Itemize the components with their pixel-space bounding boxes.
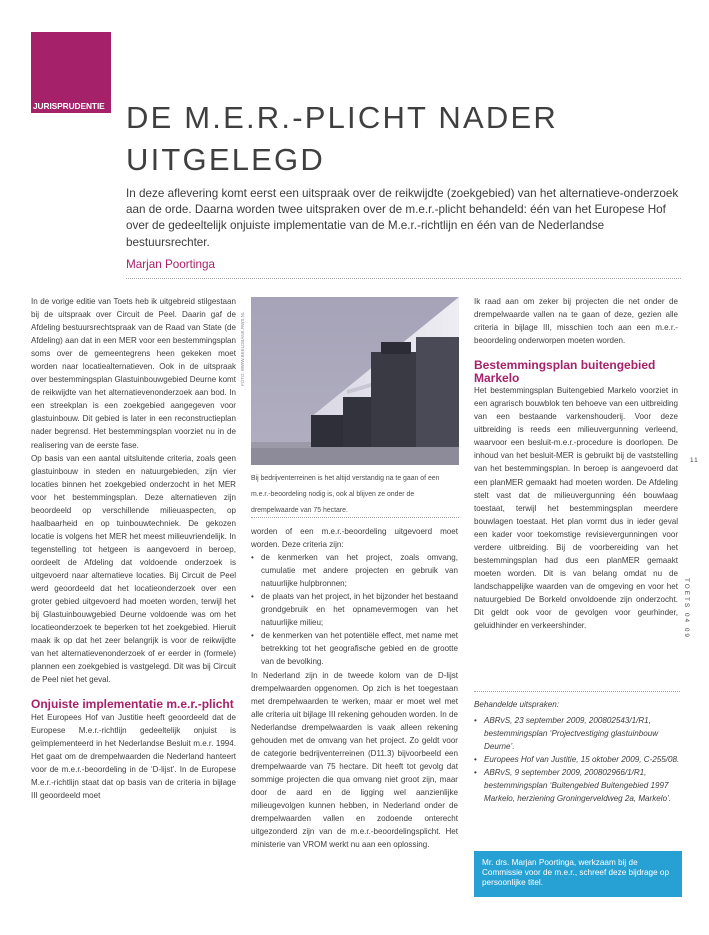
column-3 (474, 295, 678, 632)
list-item: • ABRvS, 9 september 2009, 200802966/1/R1, bestemmingsplan ‘Buitengebied Buitengebied 1997 Markelo, herziening Groningerveldweg 2a, Markelo’. (474, 766, 680, 805)
photo-illustration (251, 297, 459, 465)
list-item: • Europees Hof van Justitie, 15 oktober 2009, C-255/08. (474, 753, 680, 766)
body-paragraph: Het bestemmingsplan Buitengebied Markelo voorziet in een agrarisch bouwblok ten behoeve van een uitbreiding van een bestaande varkenshouderij. Voor deze uitbreiding is reeds een milieuvergunning verleend, waarvoor een besluit-m.e.r.-procedure is doorlopen. De inhoud van het besluit-MER is gebruikt bij de vaststelling van het bestemmingsplan. In beroep is aangevoerd dat een planMER gemaakt had moeten worden. De Afdeling stelt vast dat de milieuvergunning één bouwlaag toestaat, terwijl het bestemmingsplan meerdere bouwlagen toestaat. Het plan vormt dus in ieder geval een kader voor toekomstige revisievergunningen voor verdere uitbreiding. Bij de voorbereiding van het bestemmingsplan had dus een planMER gemaakt moeten worden. Dit is van belang omdat nu de landschappelijke waarden van de omgeving en voor het natuurgebied De Borkeld onvoldoende zijn onderzocht. Dit geldt ook voor de gevolgen voor geurhinder, geluidhinder en verkeershinder. (474, 386, 678, 631)
author-name: Marjan Poortinga (126, 258, 216, 271)
body-paragraph: Het Europees Hof van Justitie heeft geoordeeld dat de Europese M.e.r.-richtlijn gedeeltelijk onjuist is geïmplementeerd in het Nederlandse Besluit m.e.r. 1994. Het gaat om de drempelwaarden die Nederland hanteert voor de m.e.r.-beoordeling in de ‘D-lijst’. In de Europese M.e.r.-richtlijn staat dat op basis van de criteria in bijlage III geoordeeld moet (31, 712, 236, 801)
section-heading-markelo: Bestemmingsplan buitengebied Markelo (474, 358, 656, 385)
journal-issue: TOETS 04 09 (683, 578, 690, 639)
column-2 (251, 525, 458, 851)
author-bio-box: Mr. drs. Marjan Poortinga, werkzaam bij de Commissie voor de m.e.r., schreef deze bijdrage op persoonlijke titel. (474, 851, 682, 897)
article-title-line-2: UITGELEGD (126, 142, 325, 177)
intro-paragraph: In deze aflevering komt eerst een uitspraak over de reikwijdte (zoekgebied) van het alternatieve-onderzoek aan de orde. Daarna worden twee uitspraken over de m.e.r.-plicht behandeld: één van het Europese Hof over de gedeeltelijk onjuiste implementatie van de M.e.r.-richtlijn en één van de Nederlandse bestuursrechter. (126, 187, 679, 249)
body-paragraph: Ik raad aan om zeker bij projecten die net onder de drempelwaarde vallen na te gaan of deze, gezien alle criteria in bijlage III, misschien toch aan een m.e.r.-beoordeling onderworpen moeten worden. (474, 297, 678, 346)
caption-divider (251, 517, 459, 518)
photo-credit: FOTO: WWW.BEELDBANK.RWS.NL (240, 311, 245, 386)
page-number: 11 (690, 457, 699, 464)
cases-divider (474, 691, 680, 692)
section-heading-implementation: Onjuiste implementatie m.e.r.-plicht (31, 697, 234, 712)
cases-title: Behandelde uitspraken: (474, 700, 560, 709)
list-item: • de kenmerken van het potentiële effect, met name met betrekking tot het geografische gebied en de grootte van de bevolking. (251, 629, 458, 668)
body-paragraph: Op basis van een aantal uitsluitende criteria, zoals geen glastuinbouw in steden en natuurgebieden, zijn vier locaties binnen het zoekgebied onderzocht in het MER voor het bestemmingsplan. Deze alternatieven zijn beoordeeld op verschillende milieuaspecten, op haalbaarheid en op tuinbouwtechniek. De gekozen locatie is volgens het MER het meest milieuvriendelijk. In tegenstelling tot hetgeen is aangevoerd in beroep, oordeelt de Afdeling dat voldoende onderzoek is uitgevoerd naar alternatieve locaties. Bij Circuit de Peel werd geoordeeld dat het locatieonderzoek over een groter gebied uitgevoerd had moeten worden, terwijl het bij Glastuinbouwgebied Deurne voldoende was om het locatieonderzoek te beperken tot het zoekgebied. Hieruit maak ik op dat het zeer belangrijk is voor de reikwijdte van het alternatievenonderzoek of er eerder in (formele) plannen een zoekgebied is vastgelegd. Dit was bij Circuit de Peel niet het geval. (31, 453, 236, 685)
list-item: • de plaats van het project, in het bijzonder het bestaand grondgebruik en het opnamevermogen van het natuurlijke milieu; (251, 590, 458, 629)
list-item: • de kenmerken van het project, zoals omvang, cumulatie met andere projecten en gebruik van natuurlijke hulpbronnen; (251, 551, 458, 590)
list-item: • ABRvS, 23 september 2009, 200802543/1/R1, bestemmingsplan ‘Projectvestiging glastuinbouw Deurne’. (474, 714, 680, 753)
article-title-line-1: DE M.E.R.-PLICHT NADER (126, 100, 558, 135)
body-paragraph: In de vorige editie van Toets heb ik uitgebreid stilgestaan bij de uitspraak over Circuit de Peel. Daarin gaf de Afdeling bestuursrechtspraak van de Raad van State (de Afdeling) aan dat in een MER voor een bestemmingsplan soms over de gemeentegrens heen gekeken moet worden naar locatiealternatieven. Ook in de uitspraak over bestemmingsplan Glastuinbouwgebied Deurne komt de reikwijdte van het alternatievenonderzoek aan bod. In een streekplan is een zoekgebied aangegeven voor glastuinbouw. Dit gebied is later in een reconstructieplan nader begrensd. Het bestemmingsplan voorziet nu in de realisering van de eerste fase. (31, 297, 236, 450)
body-paragraph: worden of een m.e.r.-beoordeling uitgevoerd moet worden. Deze criteria zijn: (251, 527, 458, 550)
criteria-list (251, 551, 458, 668)
section-tag: JURISPRUDENTIE (31, 100, 111, 113)
header-divider (126, 278, 681, 279)
cases-list (474, 714, 680, 805)
industrial-building-photo (251, 297, 459, 465)
body-paragraph: In Nederland zijn in de tweede kolom van de D-lijst drempelwaarden opgenomen. Op zich is het toegestaan met drempelwaarden te werken, maar er moet wel met alle criteria uit bijlage III rekening gehouden worden. In de Nederlandse drempelwaarden is vaak alleen rekening gehouden met de omvang van het project. Zo geldt voor de categorie bedrijventerreinen (D11.3) bijvoorbeeld een drempelwaarde van 75 hectare. Dit heeft tot gevolg dat sommige projecten die qua omvang niet groot zijn, maar door de aard en de ligging wel aanzienlijke milieugevolgen kunnen hebben, in Nederland onder de drempelwaarden vallen en zodoende onterecht uitgezonderd zijn van de m.e.r.-beoordelingsplicht. Het ministerie van VROM werkt nu aan een oplossing. (251, 670, 458, 850)
column-1 (31, 295, 236, 802)
section-color-block (31, 32, 111, 100)
photo-caption: Bij bedrijventerreinen is het altijd verstandig na te gaan of een m.e.r.-beoordeling nodig is, ook al blijven ze onder de drempelwaarde van 75 hectare. (251, 475, 440, 514)
